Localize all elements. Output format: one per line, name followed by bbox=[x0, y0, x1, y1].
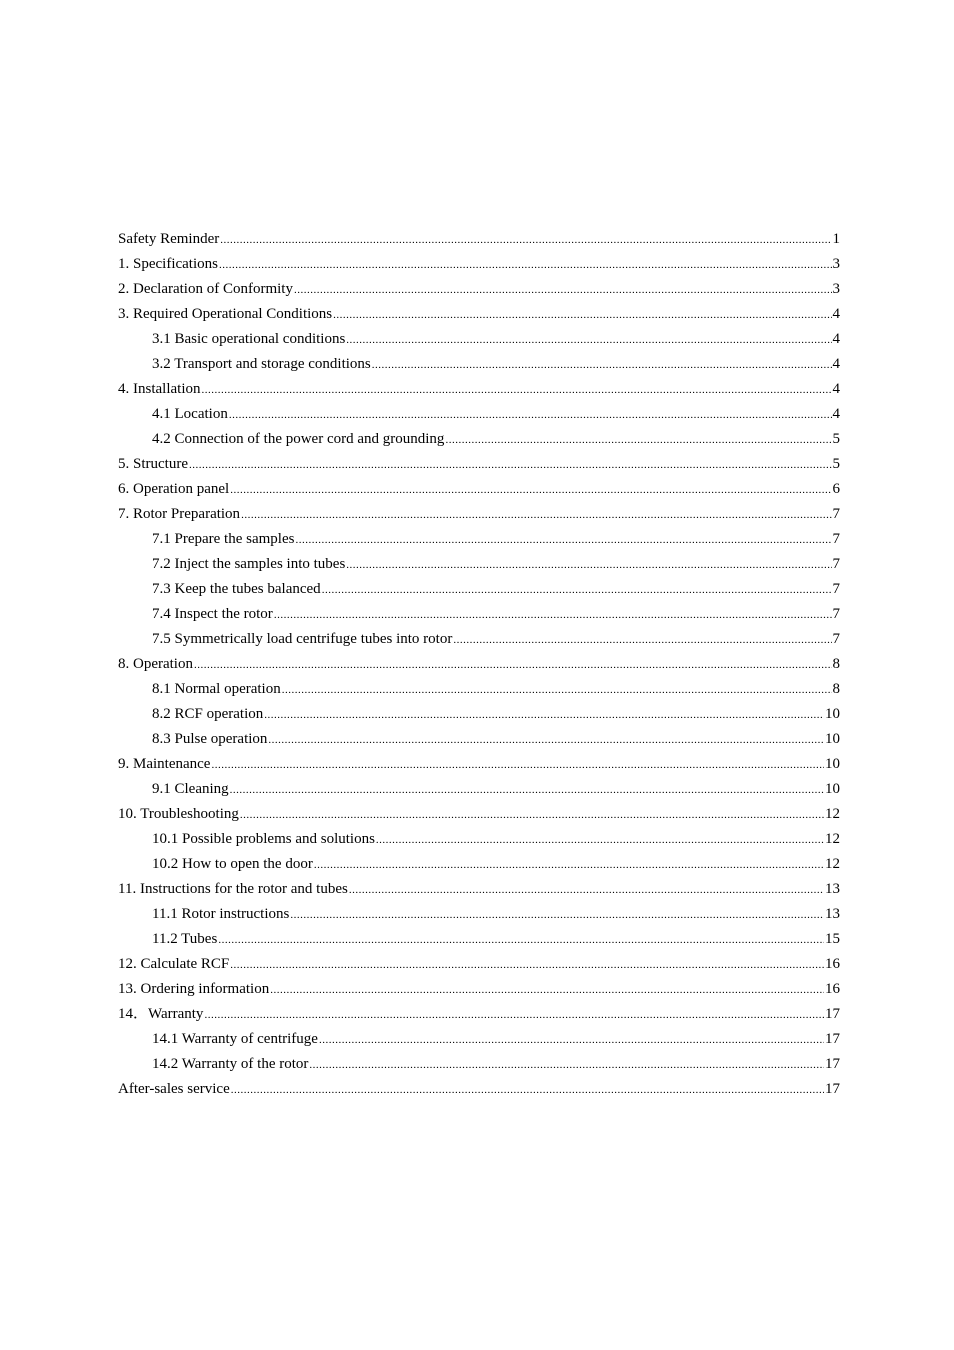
toc-dot-leader bbox=[319, 1028, 824, 1053]
toc-entry-page-number: 10 bbox=[825, 731, 840, 747]
toc-entry-page-number: 4 bbox=[832, 306, 840, 322]
toc-entry[interactable] bbox=[118, 327, 840, 352]
toc-entry[interactable] bbox=[118, 602, 840, 627]
toc-entry-title: 10.1 Possible problems and solutions bbox=[152, 831, 375, 847]
toc-dot-leader bbox=[314, 853, 824, 878]
toc-entry-page-number: 10 bbox=[825, 781, 840, 797]
toc-entry-page-number: 3 bbox=[832, 281, 840, 297]
toc-dot-leader bbox=[241, 503, 831, 528]
toc-entry[interactable] bbox=[118, 277, 840, 302]
toc-entry-title: 11.1 Rotor instructions bbox=[152, 906, 290, 922]
toc-entry-title: 8. Operation bbox=[118, 656, 193, 672]
toc-entry-page-number: 7 bbox=[832, 531, 840, 547]
toc-entry[interactable] bbox=[118, 677, 840, 702]
toc-dot-leader bbox=[202, 378, 832, 403]
toc-entry-title: 3. Required Operational Conditions bbox=[118, 306, 333, 322]
toc-dot-leader bbox=[322, 578, 832, 603]
toc-entry-title: 8.2 RCF operation bbox=[152, 706, 264, 722]
toc-entry-title: 14.1 Warranty of centrifuge bbox=[152, 1031, 318, 1047]
toc-dot-leader bbox=[282, 678, 832, 703]
toc-dot-leader bbox=[240, 803, 824, 828]
toc-entry[interactable] bbox=[118, 302, 840, 327]
toc-entry-page-number: 17 bbox=[825, 1081, 840, 1097]
toc-entry-title: 4. Installation bbox=[118, 381, 201, 397]
toc-entry-page-number: 17 bbox=[825, 1006, 840, 1022]
toc-entry[interactable] bbox=[118, 527, 840, 552]
toc-entry-title: 8.1 Normal operation bbox=[152, 681, 281, 697]
toc-entry[interactable] bbox=[118, 502, 840, 527]
toc-entry[interactable] bbox=[118, 627, 840, 652]
toc-dot-leader bbox=[295, 528, 831, 553]
toc-entry-page-number: 17 bbox=[825, 1031, 840, 1047]
toc-entry-title: 5. Structure bbox=[118, 456, 188, 472]
toc-entry-title: Safety Reminder bbox=[118, 231, 220, 247]
toc-entry-title: 4.2 Connection of the power cord and grounding bbox=[152, 431, 445, 447]
toc-entry-title: After-sales service bbox=[118, 1081, 230, 1097]
toc-entry-title: 13. Ordering information bbox=[118, 981, 270, 997]
toc-entry[interactable] bbox=[118, 252, 840, 277]
toc-dot-leader bbox=[229, 403, 832, 428]
toc-entry-page-number: 15 bbox=[825, 931, 840, 947]
toc-entry-page-number: 7 bbox=[832, 606, 840, 622]
toc-entry-page-number: 7 bbox=[832, 581, 840, 597]
toc-entry[interactable] bbox=[118, 552, 840, 577]
toc-entry-page-number: 16 bbox=[825, 981, 840, 997]
toc-entry[interactable] bbox=[118, 727, 840, 752]
toc-entry[interactable] bbox=[118, 752, 840, 777]
toc-entry-page-number: 12 bbox=[825, 856, 840, 872]
toc-entry-title: 6. Operation panel bbox=[118, 481, 230, 497]
toc-entry[interactable] bbox=[118, 427, 840, 452]
toc-dot-leader bbox=[220, 228, 831, 253]
toc-dot-leader bbox=[270, 978, 824, 1003]
toc-entry-title: 9.1 Cleaning bbox=[152, 781, 229, 797]
toc-dot-leader bbox=[204, 1003, 824, 1028]
toc-dot-leader bbox=[445, 428, 831, 453]
toc-entry-page-number: 5 bbox=[832, 456, 840, 472]
toc-entry[interactable] bbox=[118, 1002, 840, 1027]
toc-entry-title: 12. Calculate RCF bbox=[118, 956, 230, 972]
toc-entry-title: 7.4 Inspect the rotor bbox=[152, 606, 273, 622]
toc-entry-title: 14．Warranty bbox=[118, 1006, 204, 1022]
toc-entry[interactable] bbox=[118, 877, 840, 902]
toc-entry-title: 11.2 Tubes bbox=[152, 931, 218, 947]
toc-entry-page-number: 3 bbox=[832, 256, 840, 272]
toc-entry[interactable] bbox=[118, 577, 840, 602]
toc-dot-leader bbox=[230, 478, 831, 503]
toc-dot-leader bbox=[264, 703, 824, 728]
toc-dot-leader bbox=[349, 878, 824, 903]
table-of-contents bbox=[118, 227, 840, 1102]
toc-entry[interactable] bbox=[118, 227, 840, 252]
toc-dot-leader bbox=[376, 828, 824, 853]
toc-entry[interactable] bbox=[118, 852, 840, 877]
toc-dot-leader bbox=[189, 453, 832, 478]
toc-entry-page-number: 8 bbox=[832, 681, 840, 697]
toc-entry-page-number: 7 bbox=[832, 631, 840, 647]
toc-entry-page-number: 6 bbox=[832, 481, 840, 497]
toc-entry[interactable] bbox=[118, 952, 840, 977]
toc-entry-page-number: 7 bbox=[832, 556, 840, 572]
toc-entry[interactable] bbox=[118, 477, 840, 502]
toc-entry-title: 10. Troubleshooting bbox=[118, 806, 239, 822]
toc-entry-title: 2. Declaration of Conformity bbox=[118, 281, 293, 297]
toc-entry-page-number: 16 bbox=[825, 956, 840, 972]
toc-entry[interactable] bbox=[118, 352, 840, 377]
toc-dot-leader bbox=[290, 903, 824, 928]
toc-entry-page-number: 12 bbox=[825, 806, 840, 822]
toc-dot-leader bbox=[346, 553, 831, 578]
toc-entry-title: 7.5 Symmetrically load centrifuge tubes into rotor bbox=[152, 631, 453, 647]
toc-entry-page-number: 13 bbox=[825, 906, 840, 922]
toc-dot-leader bbox=[268, 728, 824, 753]
toc-entry-title: 11. Instructions for the rotor and tubes bbox=[118, 881, 348, 897]
toc-dot-leader bbox=[372, 353, 832, 378]
toc-dot-leader bbox=[218, 928, 824, 953]
toc-entry-page-number: 4 bbox=[832, 356, 840, 372]
toc-entry[interactable] bbox=[118, 652, 840, 677]
toc-dot-leader bbox=[211, 753, 824, 778]
toc-entry[interactable] bbox=[118, 1077, 840, 1102]
toc-entry-page-number: 12 bbox=[825, 831, 840, 847]
toc-entry[interactable] bbox=[118, 377, 840, 402]
toc-dot-leader bbox=[231, 1078, 824, 1103]
toc-entry-page-number: 10 bbox=[825, 756, 840, 772]
toc-entry-title: 7.3 Keep the tubes balanced bbox=[152, 581, 321, 597]
toc-dot-leader bbox=[309, 1053, 824, 1078]
toc-entry[interactable] bbox=[118, 802, 840, 827]
toc-entry-page-number: 1 bbox=[832, 231, 840, 247]
toc-entry-title: 14.2 Warranty of the rotor bbox=[152, 1056, 309, 1072]
toc-dot-leader bbox=[194, 653, 832, 678]
toc-dot-leader bbox=[453, 628, 831, 653]
toc-entry-page-number: 10 bbox=[825, 706, 840, 722]
toc-entry[interactable] bbox=[118, 452, 840, 477]
toc-dot-leader bbox=[294, 278, 832, 303]
toc-entry[interactable] bbox=[118, 927, 840, 952]
toc-entry[interactable] bbox=[118, 827, 840, 852]
toc-entry-page-number: 7 bbox=[832, 506, 840, 522]
toc-entry-title: 8.3 Pulse operation bbox=[152, 731, 268, 747]
toc-entry-page-number: 4 bbox=[832, 381, 840, 397]
toc-entry-title: 10.2 How to open the door bbox=[152, 856, 313, 872]
toc-entry-title: 1. Specifications bbox=[118, 256, 218, 272]
toc-entry-title: 3.2 Transport and storage conditions bbox=[152, 356, 371, 372]
toc-dot-leader bbox=[230, 953, 824, 978]
toc-entry-page-number: 17 bbox=[825, 1056, 840, 1072]
toc-entry-title: 7. Rotor Preparation bbox=[118, 506, 241, 522]
toc-entry-page-number: 4 bbox=[832, 406, 840, 422]
toc-entry[interactable] bbox=[118, 1052, 840, 1077]
toc-entry[interactable] bbox=[118, 1027, 840, 1052]
toc-entry-page-number: 4 bbox=[832, 331, 840, 347]
toc-entry[interactable] bbox=[118, 777, 840, 802]
toc-dot-leader bbox=[219, 253, 832, 278]
toc-entry[interactable] bbox=[118, 977, 840, 1002]
toc-entry-page-number: 13 bbox=[825, 881, 840, 897]
toc-entry-title: 3.1 Basic operational conditions bbox=[152, 331, 346, 347]
toc-dot-leader bbox=[230, 778, 824, 803]
toc-entry-page-number: 5 bbox=[832, 431, 840, 447]
toc-entry[interactable] bbox=[118, 902, 840, 927]
toc-entry-title: 4.1 Location bbox=[152, 406, 228, 422]
toc-entry[interactable] bbox=[118, 702, 840, 727]
toc-dot-leader bbox=[274, 603, 832, 628]
toc-dot-leader bbox=[333, 303, 831, 328]
toc-entry-title: 7.1 Prepare the samples bbox=[152, 531, 295, 547]
toc-entry[interactable] bbox=[118, 402, 840, 427]
toc-entry-title: 7.2 Inject the samples into tubes bbox=[152, 556, 346, 572]
toc-entry-title: 9. Maintenance bbox=[118, 756, 211, 772]
toc-entry-page-number: 8 bbox=[832, 656, 840, 672]
toc-dot-leader bbox=[346, 328, 831, 353]
